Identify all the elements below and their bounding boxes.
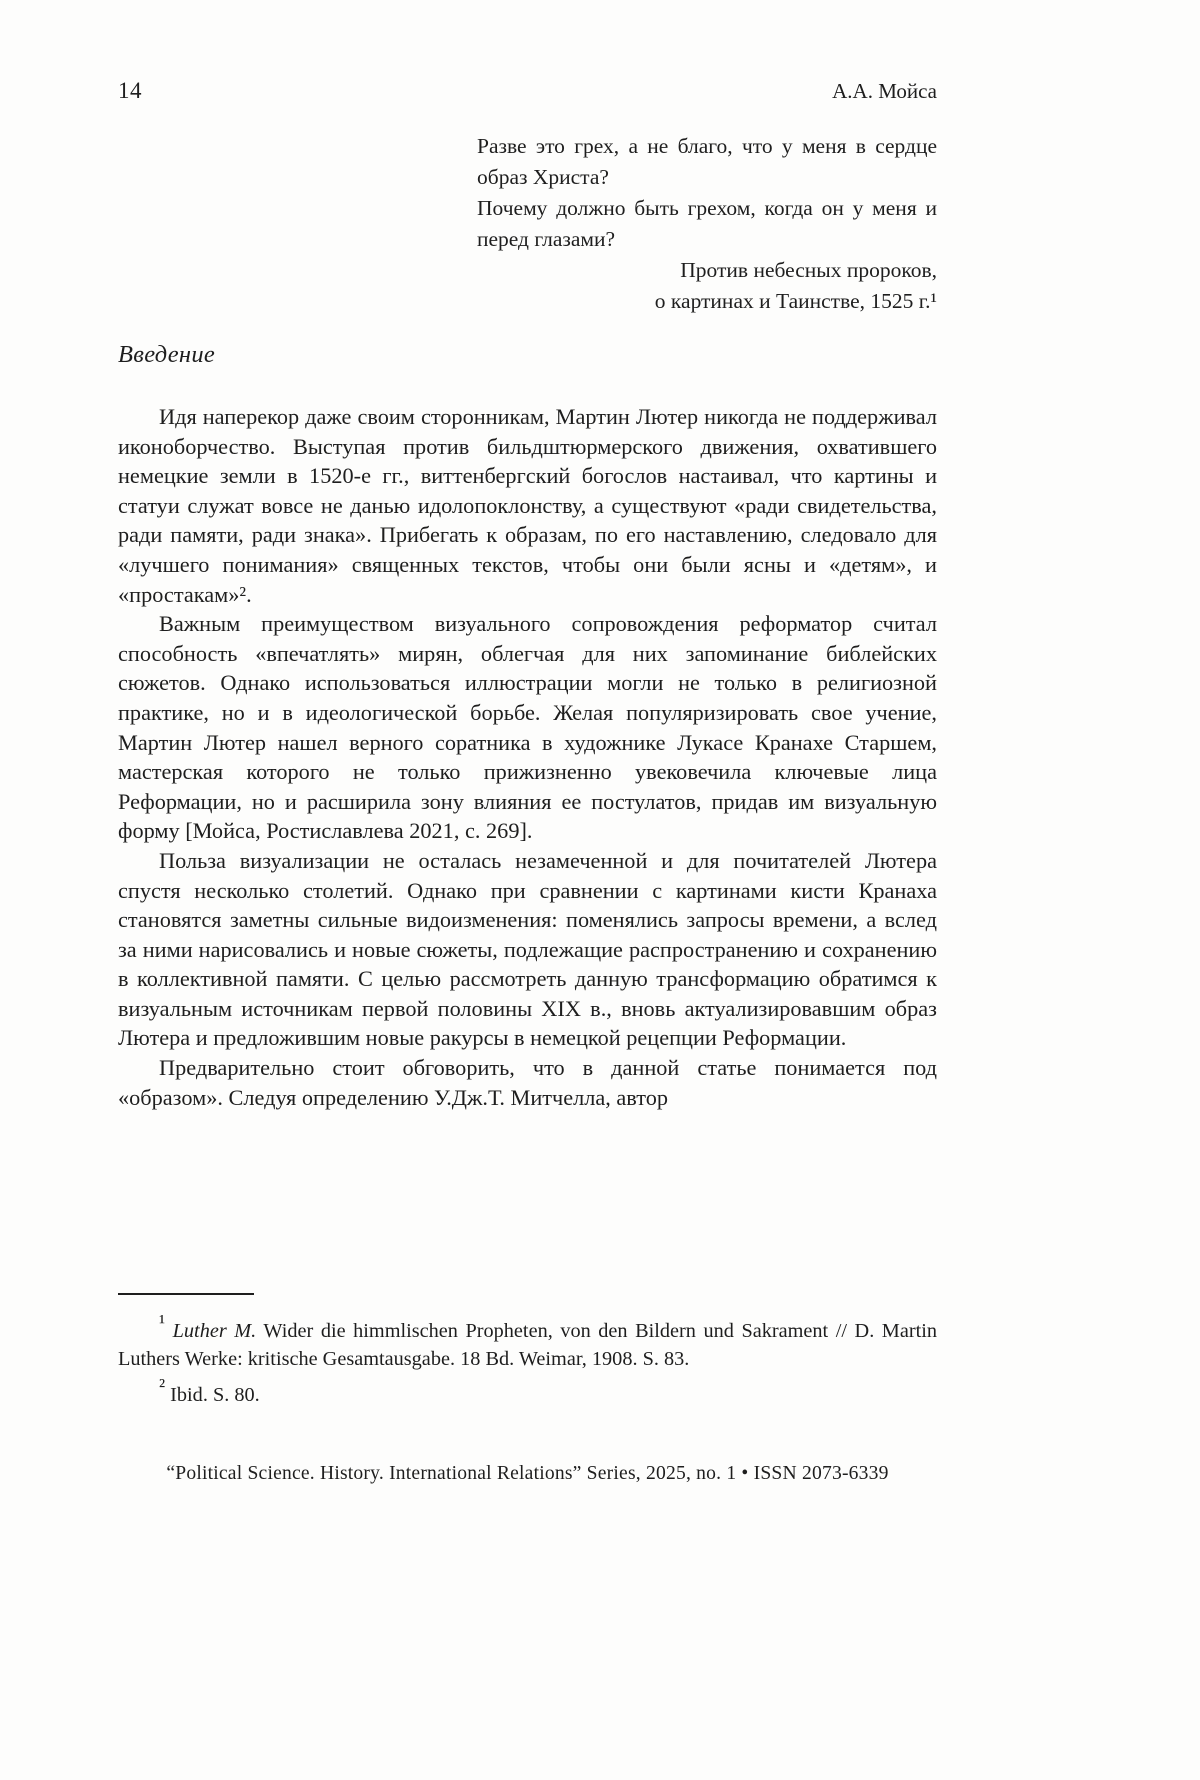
epigraph bbox=[477, 131, 937, 317]
footnote-2 bbox=[118, 1373, 937, 1409]
paragraph-3: Польза визуализации не осталась незамеченной и для почитателей Лютера спустя несколько столетий. Однако при сравнении с картинами кисти Кранаха становятся заметны сильные видоизменения: поменялись запросы времени, а вслед за ними нарисовались и новые сюжеты, подлежащие распространению и сохранению в коллективной памяти. С целью рассмотреть данную трансформацию обратимся к визуальным источникам первой половины XIX в., вновь актуализировавшим образ Лютера и предложившим новые ракурсы в немецкой рецепции Реформации. bbox=[118, 847, 937, 1051]
epigraph-attribution-line-2: о картинах и Таинстве, 1525 г.¹ bbox=[654, 289, 937, 313]
paragraph-2: Важным преимуществом визуального сопровождения реформатор считал способность «впечатлять» мирян, облегчая для них запоминание библейских сюжетов. Однако использоваться иллюстрации могли не только в религиозной практике, но и в идеологической борьбе. Желая популяризировать свое учение, Мартин Лютер нашел верного соратника в художнике Лукасе Кранахе Старшем, мастерская которого не только прижизненно увековечила ключевые лица Реформации, но и расширила зону влияния ее постулатов, придав им визуальную форму [Мойса, Ростиславлева 2021, с. 269]. bbox=[118, 611, 937, 844]
section-heading: Введение bbox=[118, 341, 216, 368]
running-header bbox=[118, 78, 937, 104]
footnote-1-marker: ¹ bbox=[159, 1312, 173, 1334]
footnote-block bbox=[118, 1293, 937, 1409]
paragraph-1: Идя наперекор даже своим сторонникам, Мартин Лютер никогда не поддерживал иконоборчество. Выступая против бильдштюрмерского движения, охватившего немецкие земли в 1520-е гг., виттенбергский богослов настаивал, что картины и статуи служат вовсе не данью идолопоклонству, а существуют «ради свидетельства, ради памяти, ради знака». Прибегать к образам, по его наставлению, следовало для «лучшего понимания» священных текстов, чтобы они были ясны и «детям», и «простакам»². bbox=[118, 404, 937, 607]
footnote-1-text: Wider die himmlischen Propheten, von den Bildern und Sakrament // D. Martin Luthers Werke: kritische Gesamtausgabe. 18 Bd. Weimar, 1908. S. 83. bbox=[118, 1319, 938, 1370]
epigraph-attribution-line-1: Против небесных пророков, bbox=[680, 258, 937, 282]
journal-footer: “Political Science. History. International Relations” Series, 2025, no. 1 • ISSN 2073-6339 bbox=[166, 1463, 889, 1484]
page-number: 14 bbox=[118, 78, 142, 103]
footnote-1 bbox=[118, 1309, 937, 1373]
footnote-1-author: Luther M. bbox=[172, 1319, 257, 1342]
footnote-2-marker: ² bbox=[159, 1375, 171, 1398]
footnote-separator bbox=[118, 1293, 254, 1295]
paragraph-4: Предварительно стоит обговорить, что в данной статье понимается под «образом». Следуя определению У.Дж.Т. Митчелла, автор bbox=[118, 1055, 937, 1110]
article-body bbox=[118, 402, 937, 1112]
epigraph-quote-1: Разве это грех, а не благо, что у меня в сердце образ Христа? bbox=[477, 134, 937, 189]
epigraph-quote-2: Почему должно быть грехом, когда он у меня и перед глазами? bbox=[477, 196, 937, 251]
running-author: А.А. Мойса bbox=[832, 79, 937, 103]
footnote-2-text: Ibid. S. 80. bbox=[170, 1383, 260, 1406]
